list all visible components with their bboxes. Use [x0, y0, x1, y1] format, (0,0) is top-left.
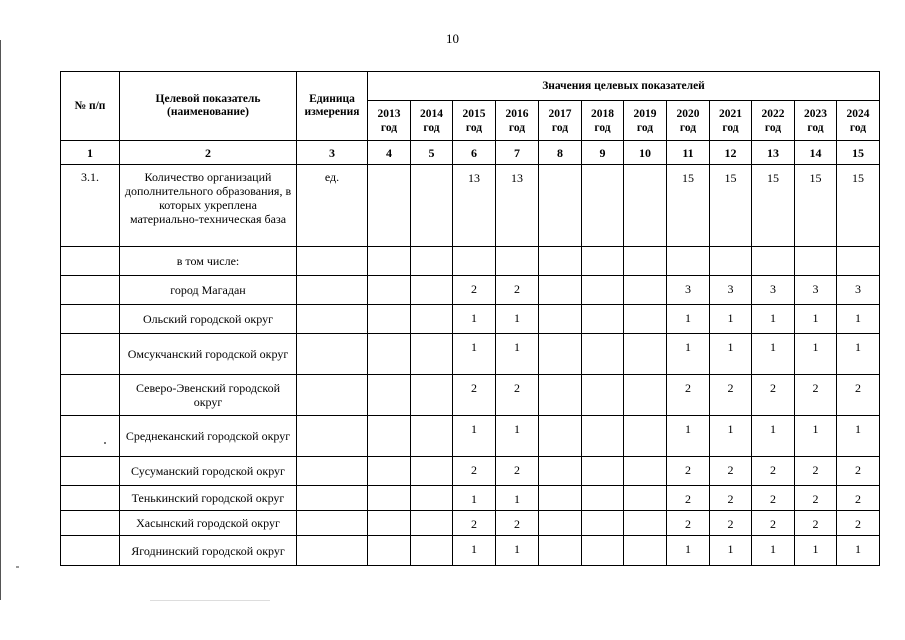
value-cell: 2: [496, 511, 539, 536]
value-cell: 1: [837, 536, 880, 566]
table-row: [61, 416, 880, 457]
value-cell: [411, 416, 453, 457]
indicator-name: Ольский городской округ: [142, 312, 274, 326]
value-cell: 2: [752, 457, 795, 486]
value-cell: 1: [710, 305, 752, 334]
table-row: [61, 536, 880, 566]
indicator-name: Тенькинский городской округ: [131, 491, 285, 505]
year-suffix: год: [465, 121, 483, 134]
unit-cell: [297, 536, 368, 566]
value-cell: [453, 247, 496, 276]
indicator-name-cell: [120, 457, 297, 486]
scan-speck: [16, 566, 19, 568]
value-cell: 3: [795, 276, 837, 305]
value-cell: 15: [752, 165, 795, 247]
value-cell: 1: [795, 334, 837, 375]
value-cell: 1: [710, 334, 752, 375]
value-cell: 1: [453, 486, 496, 511]
header-year: [453, 101, 496, 141]
value-cell: 1: [837, 334, 880, 375]
value-cell: 2: [667, 511, 710, 536]
table-row: [61, 334, 880, 375]
value-cell: 2: [667, 375, 710, 416]
value-cell: [411, 247, 453, 276]
value-cell: 1: [496, 536, 539, 566]
indicator-name-cell: [120, 375, 297, 416]
value-cell: [582, 334, 624, 375]
value-cell: [624, 375, 667, 416]
value-cell: [582, 247, 624, 276]
row-number: [61, 536, 120, 566]
table-row: [61, 305, 880, 334]
value-cell: [624, 536, 667, 566]
value-cell: 1: [752, 334, 795, 375]
column-number: 10: [624, 141, 667, 165]
value-cell: [539, 305, 582, 334]
value-cell: 1: [496, 416, 539, 457]
column-number: 2: [120, 141, 297, 165]
indicator-name-cell: [120, 536, 297, 566]
header-year: [837, 101, 880, 141]
value-cell: 1: [667, 416, 710, 457]
scan-mark: [150, 600, 270, 601]
column-number: 13: [752, 141, 795, 165]
unit-cell: ед.: [297, 165, 368, 247]
value-cell: 1: [496, 305, 539, 334]
page-number: 10: [446, 31, 459, 46]
value-cell: [582, 375, 624, 416]
value-cell: 2: [752, 375, 795, 416]
value-cell: 2: [453, 511, 496, 536]
value-cell: 2: [752, 486, 795, 511]
row-number: 3.1.: [61, 165, 120, 247]
column-numbers-row: [61, 141, 880, 165]
year-suffix: год: [594, 121, 611, 134]
header-year: [496, 101, 539, 141]
value-cell: [667, 247, 710, 276]
table-row: [61, 511, 880, 536]
value-cell: [624, 247, 667, 276]
value-cell: 2: [453, 276, 496, 305]
header-year: [624, 101, 667, 141]
year-suffix: год: [423, 121, 440, 134]
year-suffix: год: [807, 121, 824, 134]
value-cell: [368, 276, 411, 305]
value-cell: [624, 334, 667, 375]
row-number: [61, 375, 120, 416]
value-cell: 2: [496, 457, 539, 486]
value-cell: 2: [795, 486, 837, 511]
value-cell: [411, 165, 453, 247]
value-cell: 13: [453, 165, 496, 247]
value-cell: 2: [710, 375, 752, 416]
header-unit: Единица измерения: [297, 72, 368, 141]
year-suffix: год: [764, 121, 782, 134]
header-row: [61, 72, 880, 101]
value-cell: [411, 276, 453, 305]
year-value: 2021: [719, 107, 742, 120]
column-number: 12: [710, 141, 752, 165]
value-cell: 2: [710, 511, 752, 536]
column-number: 7: [496, 141, 539, 165]
row-number: [61, 416, 120, 457]
header-year: [582, 101, 624, 141]
value-cell: 1: [710, 536, 752, 566]
year-value: 2016: [505, 107, 529, 120]
unit-cell: [297, 416, 368, 457]
value-cell: [582, 165, 624, 247]
value-cell: 2: [837, 486, 880, 511]
column-number: 9: [582, 141, 624, 165]
indicator-name-cell: [120, 305, 297, 334]
value-cell: [624, 165, 667, 247]
unit-cell: [297, 305, 368, 334]
value-cell: [624, 511, 667, 536]
value-cell: 1: [496, 486, 539, 511]
indicator-name: Сусуманский городской округ: [131, 464, 285, 478]
value-cell: 2: [837, 375, 880, 416]
value-cell: 1: [667, 536, 710, 566]
value-cell: [411, 511, 453, 536]
indicator-name: Хасынский городской округ: [136, 516, 280, 530]
target-indicators-table: [60, 71, 880, 566]
value-cell: [368, 486, 411, 511]
year-value: 2023: [804, 107, 827, 120]
indicator-name-cell: [120, 511, 297, 536]
year-suffix: год: [679, 121, 697, 134]
value-cell: 1: [752, 416, 795, 457]
value-cell: [752, 247, 795, 276]
value-cell: 2: [795, 457, 837, 486]
year-value: 2024: [846, 107, 870, 120]
header-year: [710, 101, 752, 141]
value-cell: [368, 375, 411, 416]
value-cell: 2: [795, 511, 837, 536]
indicator-name: Ягоднинский городской округ: [131, 543, 285, 558]
value-cell: 1: [453, 305, 496, 334]
value-cell: 2: [453, 457, 496, 486]
value-cell: 15: [837, 165, 880, 247]
value-cell: 2: [837, 511, 880, 536]
value-cell: 1: [667, 334, 710, 375]
unit-cell: [297, 334, 368, 375]
indicator-name-cell: [120, 486, 297, 511]
value-cell: 15: [667, 165, 710, 247]
year-value: 2017: [548, 107, 572, 120]
header-year: [368, 101, 411, 141]
table-row: [61, 375, 880, 416]
header-year: [752, 101, 795, 141]
table-row: [61, 457, 880, 486]
target-indicators-table-container: [60, 71, 880, 566]
value-cell: 2: [453, 375, 496, 416]
unit-cell: [297, 276, 368, 305]
column-number: 11: [667, 141, 710, 165]
header-values-group: Значения целевых показателей: [368, 72, 880, 101]
value-cell: [411, 536, 453, 566]
value-cell: 2: [837, 457, 880, 486]
indicator-name: город Магадан: [170, 283, 246, 297]
row-number: [61, 276, 120, 305]
value-cell: [795, 247, 837, 276]
value-cell: [539, 416, 582, 457]
value-cell: [539, 536, 582, 566]
value-cell: [582, 276, 624, 305]
value-cell: 1: [837, 416, 880, 457]
column-number: 15: [837, 141, 880, 165]
value-cell: [624, 416, 667, 457]
value-cell: 1: [837, 305, 880, 334]
scan-speck: [104, 442, 106, 444]
value-cell: [411, 486, 453, 511]
value-cell: [582, 457, 624, 486]
unit-cell: [297, 511, 368, 536]
unit-cell: [297, 247, 368, 276]
header-year: [667, 101, 710, 141]
row-number: [61, 305, 120, 334]
header-year: [411, 101, 453, 141]
value-cell: 3: [667, 276, 710, 305]
value-cell: [368, 536, 411, 566]
value-cell: [539, 334, 582, 375]
unit-cell: [297, 457, 368, 486]
value-cell: [368, 305, 411, 334]
indicator-name: Омсукчанский городской округ: [127, 347, 289, 361]
row-number: [61, 247, 120, 276]
table-row: [61, 276, 880, 305]
value-cell: 2: [496, 375, 539, 416]
value-cell: [368, 457, 411, 486]
value-cell: [539, 511, 582, 536]
row-number: [61, 486, 120, 511]
value-cell: 15: [795, 165, 837, 247]
value-cell: [624, 305, 667, 334]
value-cell: 2: [710, 486, 752, 511]
indicator-name: Среднеканский городской округ: [125, 429, 291, 443]
value-cell: 1: [795, 536, 837, 566]
year-value: 2020: [676, 107, 700, 120]
column-number: 3: [297, 141, 368, 165]
year-suffix: год: [380, 121, 398, 134]
unit-cell: [297, 486, 368, 511]
year-suffix: год: [551, 121, 569, 134]
value-cell: [539, 276, 582, 305]
value-cell: [411, 334, 453, 375]
value-cell: [582, 416, 624, 457]
value-cell: [624, 486, 667, 511]
column-number: 8: [539, 141, 582, 165]
value-cell: [582, 305, 624, 334]
value-cell: 2: [710, 457, 752, 486]
value-cell: [368, 416, 411, 457]
column-number: 6: [453, 141, 496, 165]
value-cell: 2: [496, 276, 539, 305]
value-cell: [539, 457, 582, 486]
value-cell: 2: [667, 486, 710, 511]
value-cell: 1: [710, 416, 752, 457]
value-cell: 1: [667, 305, 710, 334]
header-indicator: Целевой показатель (наименование): [120, 72, 297, 141]
value-cell: [710, 247, 752, 276]
indicator-name: Количество организаций дополнительного образования, в которых укреплена материально-техническая база: [124, 170, 292, 226]
value-cell: 1: [795, 305, 837, 334]
value-cell: 3: [752, 276, 795, 305]
value-cell: [368, 247, 411, 276]
value-cell: 3: [710, 276, 752, 305]
row-number: [61, 457, 120, 486]
row-number: [61, 334, 120, 375]
value-cell: [368, 334, 411, 375]
value-cell: 1: [496, 334, 539, 375]
value-cell: [496, 247, 539, 276]
row-number: [61, 511, 120, 536]
column-number: 4: [368, 141, 411, 165]
indicator-name-cell: [120, 276, 297, 305]
header-year: [539, 101, 582, 141]
value-cell: 1: [453, 334, 496, 375]
value-cell: 2: [752, 511, 795, 536]
value-cell: 1: [752, 536, 795, 566]
indicator-name: в том числе:: [176, 254, 240, 268]
year-suffix: год: [722, 121, 739, 134]
value-cell: 1: [795, 416, 837, 457]
value-cell: [411, 457, 453, 486]
table-row: [61, 486, 880, 511]
value-cell: 3: [837, 276, 880, 305]
value-cell: 15: [710, 165, 752, 247]
year-value: 2014: [420, 107, 443, 120]
value-cell: [411, 375, 453, 416]
table-row: [61, 247, 880, 276]
year-suffix: год: [636, 121, 654, 134]
year-suffix: год: [508, 121, 526, 134]
value-cell: [539, 375, 582, 416]
header-num: № п/п: [61, 72, 120, 141]
value-cell: [582, 511, 624, 536]
table-row: [61, 165, 880, 247]
value-cell: [539, 247, 582, 276]
value-cell: [539, 486, 582, 511]
indicator-name-cell: [120, 416, 297, 457]
value-cell: [624, 276, 667, 305]
value-cell: 1: [453, 536, 496, 566]
value-cell: [368, 511, 411, 536]
year-value: 2018: [591, 107, 614, 120]
column-number: 1: [61, 141, 120, 165]
value-cell: [368, 165, 411, 247]
value-cell: [837, 247, 880, 276]
value-cell: 13: [496, 165, 539, 247]
header-year: [795, 101, 837, 141]
indicator-name-cell: [120, 334, 297, 375]
value-cell: 1: [453, 416, 496, 457]
indicator-name-cell: [120, 247, 297, 276]
year-suffix: год: [849, 121, 867, 134]
column-number: 5: [411, 141, 453, 165]
value-cell: [411, 305, 453, 334]
year-value: 2015: [462, 107, 486, 120]
indicator-name: Северо-Эвенский городской округ: [135, 381, 280, 409]
scan-edge-line: [0, 40, 1, 600]
value-cell: [624, 457, 667, 486]
year-value: 2022: [761, 107, 785, 120]
unit-cell: [297, 375, 368, 416]
value-cell: [582, 486, 624, 511]
value-cell: [539, 165, 582, 247]
column-number: 14: [795, 141, 837, 165]
value-cell: 2: [667, 457, 710, 486]
year-value: 2019: [633, 107, 657, 120]
year-value: 2013: [377, 107, 401, 120]
value-cell: [582, 536, 624, 566]
value-cell: 1: [752, 305, 795, 334]
indicator-name-cell: [120, 165, 297, 247]
value-cell: 2: [795, 375, 837, 416]
